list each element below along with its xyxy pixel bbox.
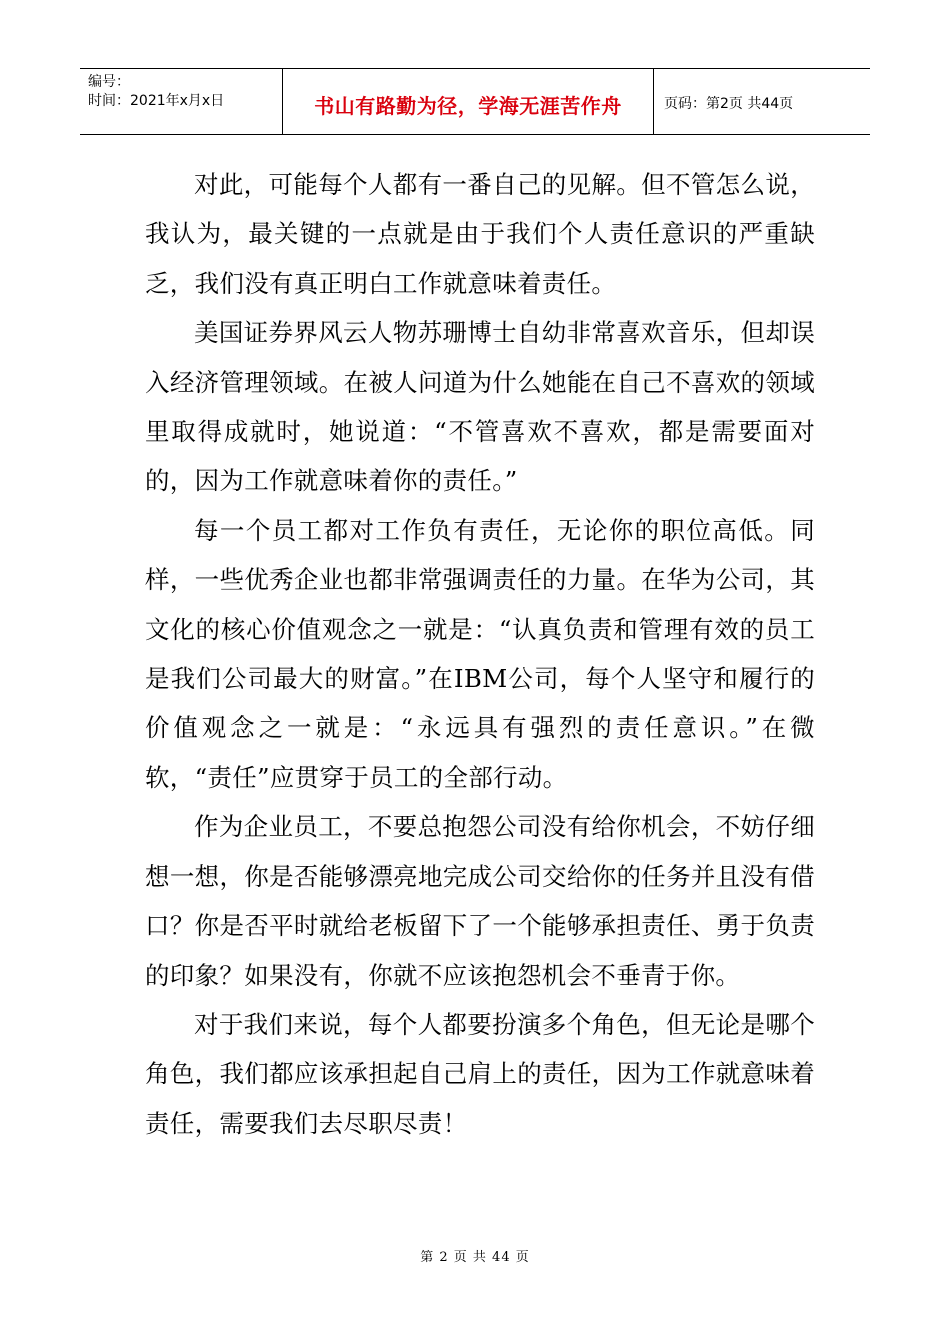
header-page-cell — [654, 69, 870, 134]
paragraph: 每一个员工都对工作负有责任，无论你的职位高低。同样，一些优秀企业也都非常强调责任的力量。在华为公司，其文化的核心价值观念之一就是：“认真负责和管理有效的员工是我们公司最大的财富。”在IBM公司，每个人坚守和履行的价值观念之一就是：“永远具有强烈的责任意识。”在微软，“责任”应贯穿于员工的全部行动。 — [145, 515, 815, 792]
paragraph: 美国证券界风云人物苏珊博士自幼非常喜欢音乐，但却误入经济管理领域。在被人问道为什么她能在自己不喜欢的领域里取得成就时，她说道：“不管喜欢不喜欢，都是需要面对的，因为工作就意味着你的责任。” — [145, 318, 815, 496]
header-meta — [80, 69, 282, 134]
paragraph: 作为企业员工，不要总抱怨公司没有给你机会，不妨仔细想一想，你是否能够漂亮地完成公司交给你的任务并且没有借口？你是否平时就给老板留下了一个能够承担责任、勇于负责的印象？如果没有，你就不应该抱怨机会不垂青于你。 — [145, 812, 815, 990]
page-footer: 第 2 页 共 44 页 — [420, 1250, 530, 1265]
page-header — [80, 68, 870, 135]
document-body — [145, 160, 815, 1148]
paragraph: 对此，可能每个人都有一番自己的见解。但不管怎么说，我认为，最关键的一点就是由于我们个人责任意识的严重缺乏，我们没有真正明白工作就意味着责任。 — [145, 170, 815, 298]
header-page-number: 页码：第2页 共44页 — [664, 95, 794, 112]
document-time-label: 时间：2021年x月x日 — [88, 93, 225, 109]
paragraph: 对于我们来说，每个人都要扮演多个角色，但无论是哪个角色，我们都应该承担起自己肩上的责任，因为工作就意味着责任，需要我们去尽职尽责！ — [145, 1009, 815, 1138]
header-motto-cell — [282, 69, 654, 134]
document-number-label: 编号： — [88, 74, 130, 90]
header-motto: 书山有路勤为径，学海无涯苦作舟 — [314, 94, 622, 118]
